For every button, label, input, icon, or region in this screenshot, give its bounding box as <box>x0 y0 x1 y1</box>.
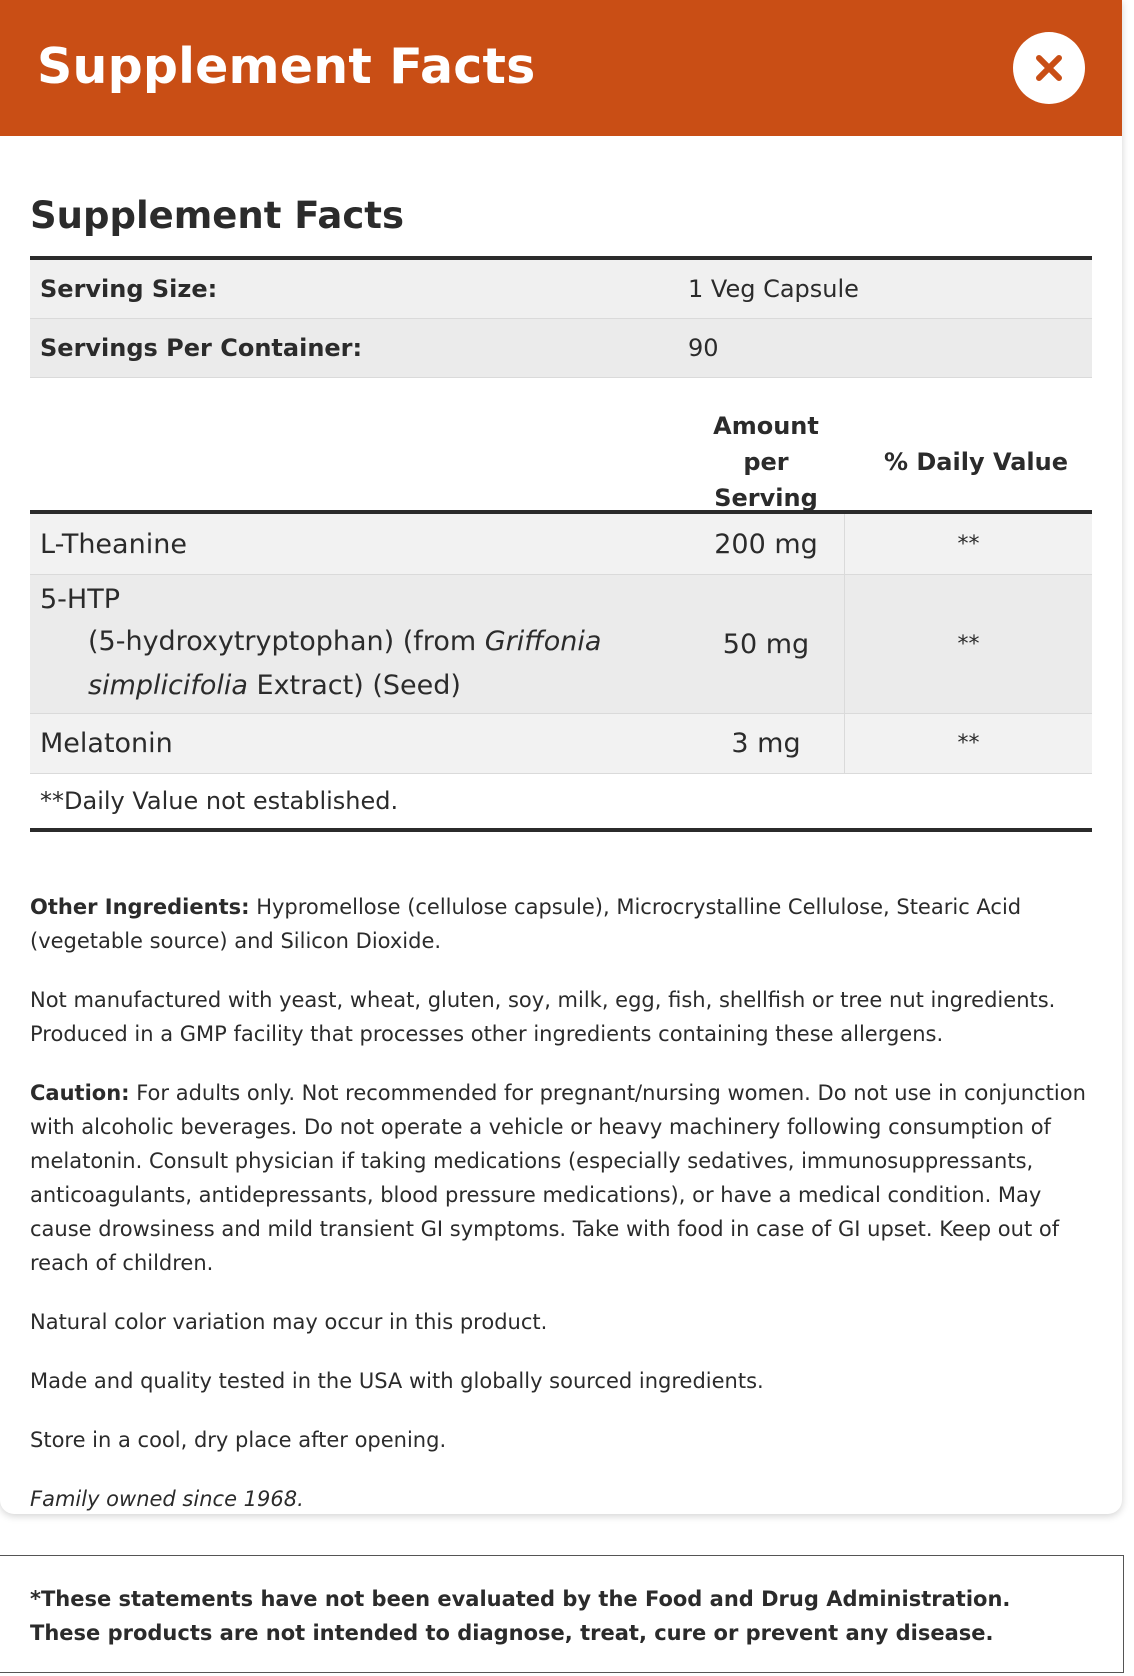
other-ingredients-label: Other Ingredients: <box>30 895 250 919</box>
nutrient-daily-value: ** <box>844 575 1092 713</box>
nutrient-daily-value: ** <box>844 714 1092 773</box>
caution-statement <box>30 1076 1092 1280</box>
nutrient-subtext-a: (5-hydroxytryptophan) (from <box>88 626 485 657</box>
amount-header-line1: Amount per <box>713 412 819 476</box>
serving-table <box>30 256 1092 378</box>
servings-per-container-value: 90 <box>688 334 719 362</box>
facts-heading: Supplement Facts <box>30 194 405 237</box>
servings-per-container-label: Servings Per Container: <box>40 334 363 362</box>
fda-disclaimer: *These statements have not been evaluated by the Food and Drug Administration. These products are not intended to diagnose, treat, cure or prevent any disease. <box>0 1555 1124 1673</box>
nutrient-row <box>30 575 1092 714</box>
made-in-usa-note: Made and quality tested in the USA with globally sourced ingredients. <box>30 1369 764 1393</box>
nutrient-name-block <box>30 575 688 713</box>
color-variation-note: Natural color variation may occur in this product. <box>30 1310 548 1334</box>
amount-per-serving-header <box>688 408 844 516</box>
nutrient-subtext-italic2: simplicifolia <box>88 670 248 701</box>
servings-per-container-row <box>30 319 1092 378</box>
serving-size-row <box>30 260 1092 319</box>
nutrient-amount: 50 mg <box>722 628 810 660</box>
nutrient-row <box>30 514 1092 575</box>
nutrient-name: 5-HTP <box>40 584 120 615</box>
serving-size-value: 1 Veg Capsule <box>688 275 859 303</box>
nutrient-row <box>30 714 1092 774</box>
modal-title: Supplement Facts <box>37 38 536 95</box>
nutrient-amount: 200 mg <box>714 528 818 560</box>
other-ingredients <box>30 890 1092 958</box>
product-info <box>30 890 1092 1514</box>
nutrient-name: L-Theanine <box>40 528 187 560</box>
daily-value-footnote: **Daily Value not established. <box>30 774 1092 832</box>
allergen-statement: Not manufactured with yeast, wheat, gluten, soy, milk, egg, fish, shellfish or tree nut ingredients. Produced in a GMP facility that processes other ingredients containing these allergens. <box>30 988 1056 1046</box>
nutrient-table <box>30 510 1092 832</box>
nutrient-daily-value: ** <box>844 514 1092 574</box>
storage-note: Store in a cool, dry place after opening. <box>30 1428 447 1452</box>
nutrient-subtext <box>40 620 688 708</box>
other-ingredients-text: Hypromellose (cellulose capsule), Microcrystalline Cellulose, Stearic Acid (vegetable source) and Silicon Dioxide. <box>30 895 1022 953</box>
caution-text: For adults only. Not recommended for pregnant/nursing women. Do not use in conjunction with alcoholic beverages. Do not operate a vehicle or heavy machinery following consumption of melatonin. Consult physician if taking medications (especially sedatives, immunosuppressants, anticoagulants, antidepressants, blood pressure medications), or have a medical condition. May cause drowsiness and mild transient GI symptoms. Take with food in case of GI upset. Keep out of reach of children. <box>30 1081 1086 1275</box>
nutrient-name: Melatonin <box>40 728 173 759</box>
amount-header-line2: Serving <box>714 484 818 512</box>
close-icon <box>1034 53 1064 83</box>
nutrient-subtext-italic1: Griffonia <box>484 626 602 657</box>
daily-value-header: % Daily Value <box>883 448 1069 476</box>
modal-header <box>0 0 1122 136</box>
nutrient-subtext-b: Extract) (Seed) <box>247 670 461 701</box>
close-button[interactable] <box>1013 32 1085 104</box>
caution-label: Caution: <box>30 1081 130 1105</box>
family-owned-text: Family owned since 1968. <box>30 1487 304 1511</box>
nutrient-column-headers <box>30 412 1092 512</box>
family-owned-note <box>30 1482 1092 1514</box>
serving-size-label: Serving Size: <box>40 275 218 303</box>
nutrient-amount: 3 mg <box>731 728 801 759</box>
